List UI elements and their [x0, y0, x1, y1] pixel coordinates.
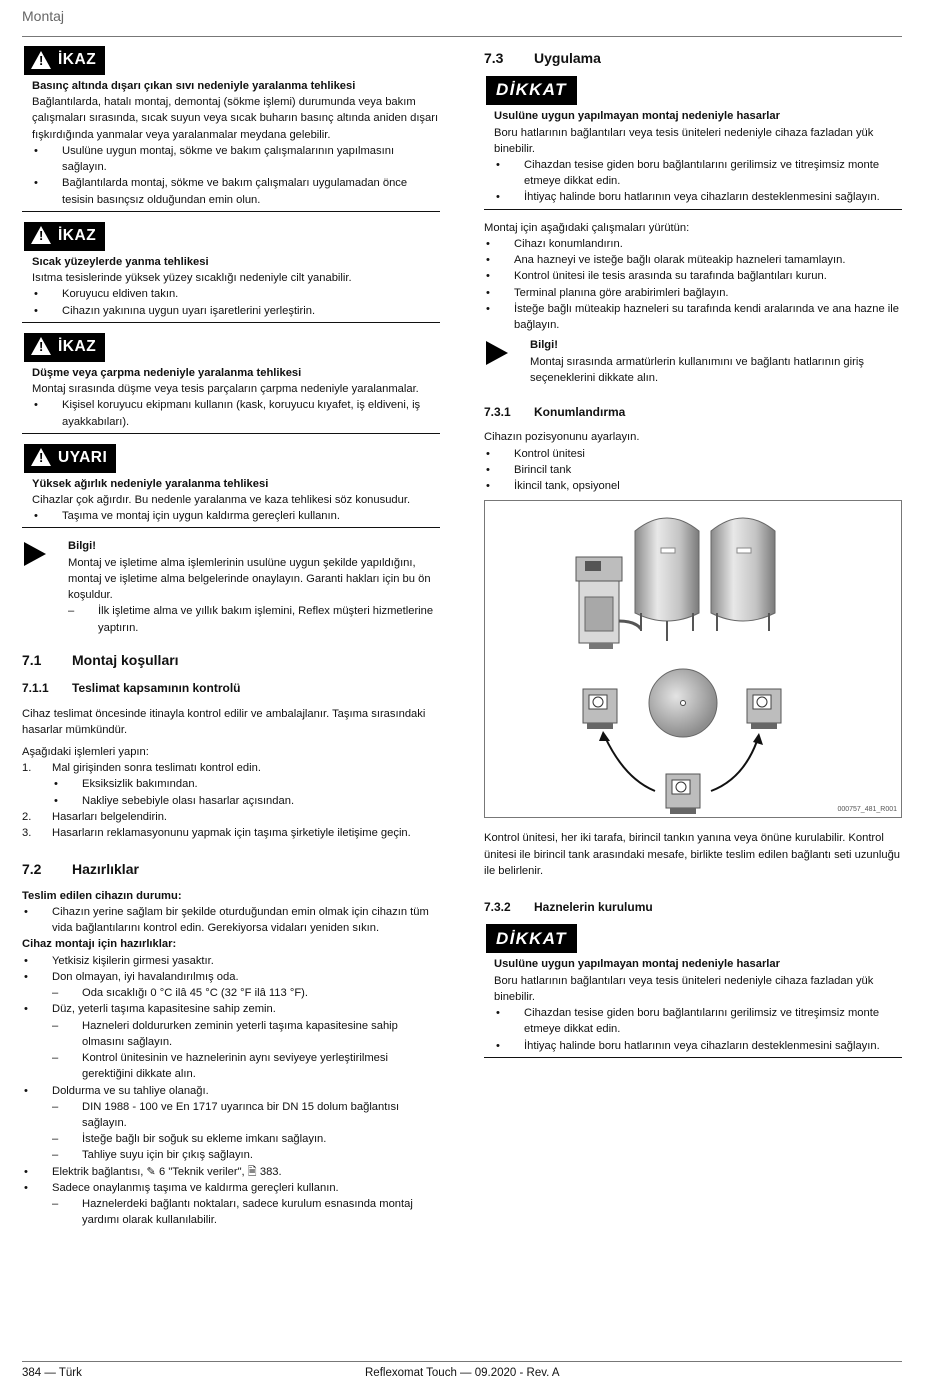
list-item: • Ana hazneyi ve isteğe bağlı olarak müteakip hazneleri tamamlayın.: [484, 252, 902, 268]
warning-triangle-icon: !: [31, 51, 51, 69]
subheading: Cihaz montajı için hazırlıklar:: [22, 938, 177, 951]
caution-badge: DİKKAT: [486, 924, 577, 953]
work-list: [484, 236, 902, 333]
list-item: • Kontrol ünitesi: [484, 446, 902, 462]
list-item: • Birincil tank: [484, 462, 902, 478]
warning-title: Yüksek ağırlık nedeniyle yaralanma tehlikesi: [32, 477, 269, 490]
sub-list: [52, 1196, 440, 1228]
positioning-figure: [484, 500, 902, 818]
warning-box-weight: [22, 444, 440, 529]
paragraph: Montaj için aşağıdaki çalışmaları yürütün:: [484, 221, 690, 234]
control-unit-front-icon: [666, 774, 700, 814]
equipment-illustration: [485, 501, 901, 817]
control-unit-left-icon: [583, 689, 617, 729]
warning-box-hot-surface: [22, 222, 440, 323]
list-item: • Don olmayan, iyi havalandırılmış oda. – Oda sıcaklığı 0 °C ilâ 45 °C (32 °F ilâ 113 °F).: [22, 969, 440, 1001]
warning-title: Düşme veya çarpma nedeniyle yaralanma tehlikesi: [32, 366, 302, 379]
section-heading-7-3: 7.3 Uygulama: [484, 50, 601, 66]
info-title: Bilgi!: [68, 540, 96, 553]
secondary-tank-icon: [711, 518, 775, 631]
left-column: [22, 46, 440, 1229]
warning-text: Isıtma tesislerinde yüksek yüzey sıcaklığı nedeniyle cilt yanabilir.: [32, 272, 352, 285]
info-text: Montaj sırasında armatürlerin kullanımını ve bağlantı hatlarının giriş seçeneklerini dikkate alın.: [530, 355, 864, 384]
list-item: • İkincil tank, opsiyonel: [484, 478, 902, 494]
list-item: • Cihazı konumlandırın.: [484, 236, 902, 252]
warning-list: [22, 143, 440, 208]
steps-list: [22, 760, 440, 841]
caution-list: [484, 157, 902, 206]
section-heading-7-1-1: 7.1.1 Teslimat kapsamının kontrolü: [22, 681, 241, 696]
info-text: Montaj ve işletime alma işlemlerinin usulüne uygun şekilde yapıldığını, montaj ve işletime alma belgelerinde onaylayın. Garanti hakları için bu ön koşuldur.: [68, 556, 431, 602]
list-item: • Taşıma ve montaj için uygun kaldırma gereçleri kullanın.: [32, 508, 440, 524]
list-item: • Yetkisiz kişilerin girmesi yasaktır.: [22, 953, 440, 969]
warning-triangle-icon: !: [31, 337, 51, 355]
warning-list: [22, 286, 440, 318]
primary-tank-icon: [635, 518, 699, 641]
list-item: • Eksiksizlik bakımından.: [52, 776, 440, 792]
caution-box-1: [484, 76, 902, 209]
header-rule: [22, 36, 902, 37]
list-item: – İlk işletime alma ve yıllık bakım işlemini, Reflex müşteri hizmetlerine yaptırın.: [68, 603, 440, 635]
warning-list: [22, 508, 440, 524]
sub-list: [52, 1099, 440, 1164]
list-item: • İhtiyaç halinde boru hatlarının veya cihazların desteklenmesini sağlayın.: [494, 189, 902, 205]
caution-box-2: [484, 924, 902, 1057]
list-item: • Koruyucu eldiven takın.: [32, 286, 440, 302]
sub-list: [52, 985, 440, 1001]
info-arrow-icon: [24, 542, 46, 566]
list: [22, 904, 440, 936]
list-item: • Doldurma ve su tahliye olanağı. – DIN 1988 - 100 ve En 1717 uyarınca bir DN 15 dolum bağlantısı sağlayın. – İsteğe bağlı bir soğuk su ekleme imkanı sağlayın. – Tahliye suyu için bir çıkış sağlayın.: [22, 1083, 440, 1164]
warning-title: Sıcak yüzeylerde yanma tehlikesi: [32, 255, 209, 268]
list-item: • Cihazdan tesise giden boru bağlantılarını gerilimsiz ve titreşimsiz monte etmeye dikkat edin.: [494, 1005, 902, 1037]
prep-list: [22, 953, 440, 1229]
warning-text: Cihazlar çok ağırdır. Bu nedenle yaralanma ve kaza tehlikesi söz konusudur.: [32, 493, 411, 506]
list-item: • Bağlantılarda montaj, sökme ve bakım çalışmaları uygulamadan önce tesisin basınçsız olduğundan emin olun.: [32, 175, 440, 207]
list-item: • Sadece onaylanmış taşıma ve kaldırma gereçleri kullanın. – Haznelerdeki bağlantı noktaları, sadece kurulum esnasında montaj yardımı olarak kullanılabilir.: [22, 1180, 440, 1229]
list-item: • Kişisel koruyucu ekipmanı kullanın (kask, koruyucu kıyafet, iş eldiveni, iş ayakkabıları).: [32, 397, 440, 429]
list-item: – DIN 1988 - 100 ve En 1717 uyarınca bir DN 15 dolum bağlantısı sağlayın.: [52, 1099, 440, 1131]
caution-title: Usulüne uygun yapılmayan montaj nedeniyle hasarlar: [494, 110, 780, 123]
list-item: – Hazneleri doldururken zeminin yeterli taşıma kapasitesine sahip olmasını sağlayın.: [52, 1018, 440, 1050]
caution-badge: DİKKAT: [486, 76, 577, 105]
paragraph: Kontrol ünitesi, her iki tarafa, birincil tankın yanına veya önüne kurulabilir. Kontrol ünitesi ile birincil tank arasındaki mesafe, birlikte teslim edilen bağlantı seti uzunluğu ile belirlenir.: [484, 832, 901, 877]
list-item: • İsteğe bağlı müteakip hazneleri su tarafında kendi aralarında ve ana hazne ile bağlayın.: [484, 301, 902, 333]
paragraph: Aşağıdaki işlemleri yapın:: [22, 746, 149, 759]
running-header: Montaj: [22, 8, 65, 24]
info-list: [68, 603, 440, 635]
list-item: • İhtiyaç halinde boru hatlarının veya cihazların desteklenmesini sağlayın.: [494, 1038, 902, 1054]
section-heading-7-1: 7.1 Montaj koşulları: [22, 651, 179, 668]
arrow-right-icon: [711, 741, 757, 791]
paragraph: Cihazın pozisyonunu ayarlayın.: [484, 431, 640, 444]
list-item: – İsteğe bağlı bir soğuk su ekleme imkanı sağlayın.: [52, 1131, 440, 1147]
list-item: • Nakliye sebebiyle olası hasarlar açısından.: [52, 793, 440, 809]
warning-text: Montaj sırasında düşme veya tesis parçaların çarpma nedeniyle yaralanmalar.: [32, 383, 419, 396]
warning-badge: ! İKAZ: [24, 222, 105, 251]
warning-list: [22, 397, 440, 429]
control-unit-icon: [576, 557, 622, 649]
sub-list: [52, 1018, 440, 1083]
section-heading-7-3-1: 7.3.1 Konumlandırma: [484, 405, 626, 420]
section-heading-7-2: 7.2 Hazırlıklar: [22, 861, 139, 878]
footer-document: Reflexomat Touch — 09.2020 - Rev. A: [365, 1367, 560, 1379]
list-item: • Cihazdan tesise giden boru bağlantılarını gerilimsiz ve titreşimsiz monte etmeye dikkat edin.: [494, 157, 902, 189]
warning-badge: ! İKAZ: [24, 46, 105, 75]
list-item: • Düz, yeterli taşıma kapasitesine sahip zemin. – Hazneleri doldururken zeminin yeterli taşıma kapasitesine sahip olmasını sağlayın. – Kontrol ünitesinin ve haznelerinin aynı seviyeye yerleştirilmesi gerektiğini dikkate alın.: [22, 1001, 440, 1082]
list-item: • Elektrik bağlantısı, ✎ 6 "Teknik veriler", 🗎 383.: [22, 1164, 440, 1180]
arrow-left-icon: [605, 737, 655, 791]
warning-text: Bağlantılarda, hatalı montaj, demontaj (sökme işlemi) durumunda veya bakım çalışmaları sırasında, sıcak suyun veya sıcak buharın basınç altında aniden dışarı fışkırdığında yanmalar veya yaralanmalar meydana gelebilir.: [32, 96, 439, 141]
list-item: – Oda sıcaklığı 0 °C ilâ 45 °C (32 °F ilâ 113 °F).: [52, 985, 440, 1001]
caution-title: Usulüne uygun yapılmayan montaj nedeniyle hasarlar: [494, 958, 780, 971]
section-heading-7-3-2: 7.3.2 Haznelerin kurulumu: [484, 900, 653, 915]
footer-page: 384 — Türk: [22, 1367, 82, 1379]
right-column: [484, 46, 902, 1068]
list-item: – Kontrol ünitesinin ve haznelerinin aynı seviyeye yerleştirilmesi gerektiğini dikkate alın.: [52, 1050, 440, 1082]
list-item: 3. Hasarların reklamasyonunu yapmak için taşıma şirketiyle iletişime geçin.: [22, 827, 411, 840]
list-item: – Haznelerdeki bağlantı noktaları, sadece kurulum esnasında montaj yardımı olarak kullanılabilir.: [52, 1196, 440, 1228]
caution-text: Boru hatlarının bağlantıları veya tesis üniteleri nedeniyle cihaza fazladan yük binebilir.: [494, 974, 874, 1003]
warning-triangle-icon: !: [31, 448, 51, 466]
warning-badge: ! UYARI: [24, 444, 116, 473]
warning-box-fall: [22, 333, 440, 434]
position-list: [484, 446, 902, 495]
list-item: • Usulüne uygun montaj, sökme ve bakım çalışmalarının yapılmasını sağlayın.: [32, 143, 440, 175]
warning-title: Basınç altında dışarı çıkan sıvı nedeniyle yaralanma tehlikesi: [32, 80, 356, 92]
list-item: • Kontrol ünitesi ile tesis arasında su tarafında bağlantıları kurun.: [484, 268, 902, 284]
info-title: Bilgi!: [530, 339, 558, 352]
list-item: • Cihazın yakınına uygun uyarı işaretlerini yerleştirin.: [32, 303, 440, 319]
list-item: • Cihazın yerine sağlam bir şekilde oturduğundan emin olmak için cihazın tüm vida bağlantılarını kontrol edin. Gerekiyorsa vidaları yeniden sıkın.: [22, 904, 440, 936]
control-unit-right-icon: [747, 689, 781, 729]
list-item: 1. Mal girişinden sonra teslimatı kontrol edin. • Eksiksizlik bakımından. • Nakliye sebebiyle olası hasarlar açısından.: [22, 760, 440, 809]
warning-badge: ! İKAZ: [24, 333, 105, 362]
warning-box-pressure: [22, 46, 440, 212]
info-note: [22, 538, 440, 635]
list-item: • Terminal planına göre arabirimleri bağlayın.: [484, 285, 902, 301]
list-item: 2. Hasarları belgelendirin.: [22, 810, 168, 823]
caution-list: [484, 1005, 902, 1054]
paragraph: Cihaz teslimat öncesinde itinayla kontrol edilir ve ambalajlanır. Taşıma sırasındaki hasarlar mümkündür.: [22, 707, 426, 736]
figure-id: 000757_481_R001: [837, 806, 897, 814]
warning-triangle-icon: !: [31, 226, 51, 244]
sub-list: [52, 776, 440, 808]
footer-rule: [22, 1361, 902, 1362]
caution-text: Boru hatlarının bağlantıları veya tesis üniteleri nedeniyle cihaza fazladan yük binebilir.: [494, 126, 874, 155]
info-note: [484, 337, 902, 386]
info-arrow-icon: [486, 341, 508, 365]
list-item: – Tahliye suyu için bir çıkış sağlayın.: [52, 1147, 440, 1163]
subheading: Teslim edilen cihazın durumu:: [22, 889, 182, 902]
